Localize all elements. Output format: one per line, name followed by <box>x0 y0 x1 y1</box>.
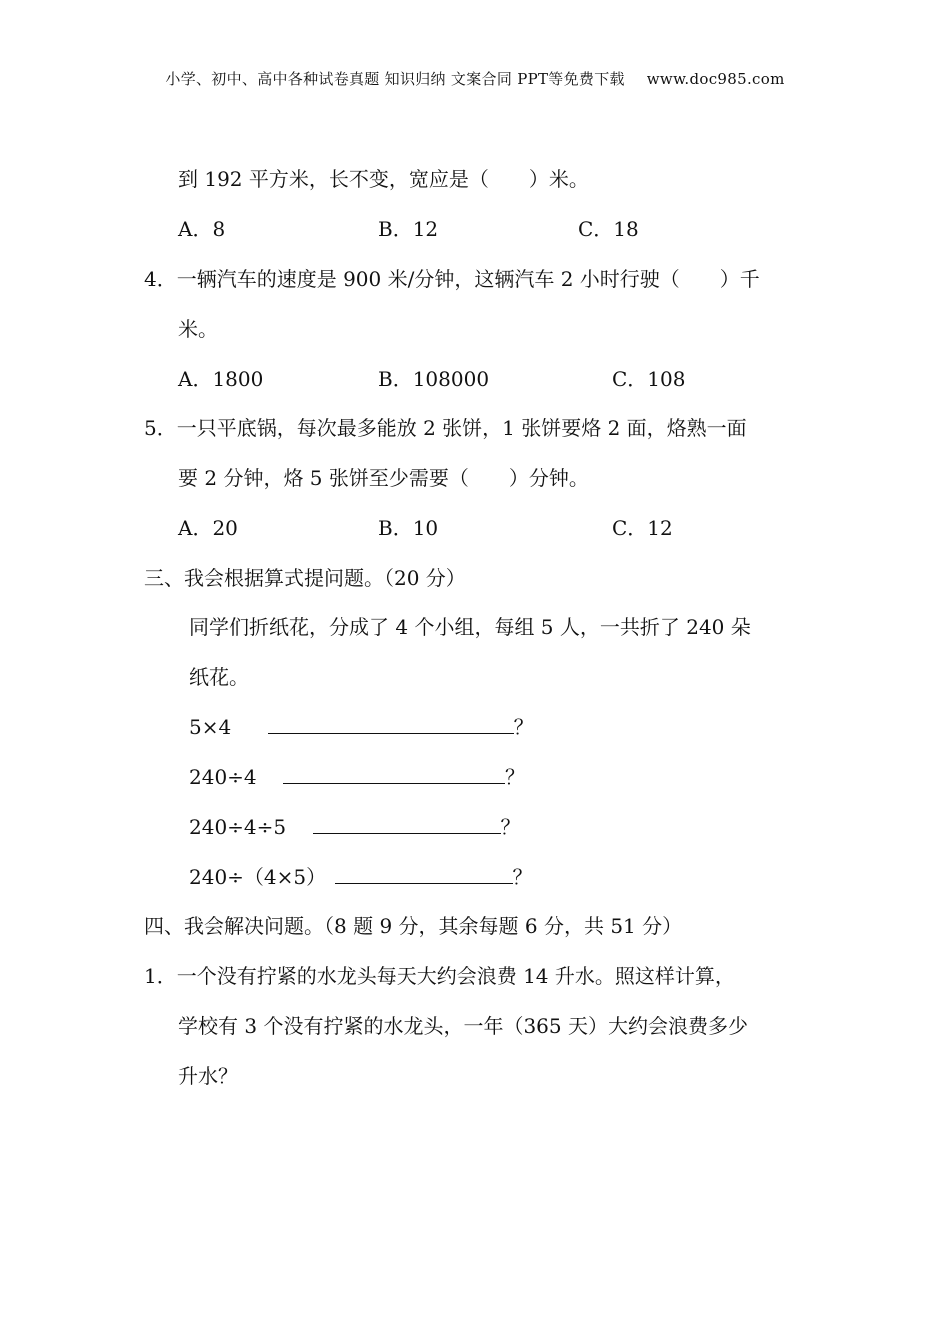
answer-blank[interactable] <box>335 863 513 884</box>
q5-option-c: C．12 <box>612 516 673 540</box>
q3-option-a: A．8 <box>178 217 226 241</box>
q4-line2: 米。 <box>178 317 218 341</box>
q5-line1: 5．一只平底锅，每次最多能放 2 张饼，1 张饼要烙 2 面，烙熟一面 <box>144 416 747 440</box>
q5-option-a: A．20 <box>178 516 238 540</box>
question-mark: ？ <box>512 865 533 889</box>
formula-text: 5×4 <box>189 715 232 739</box>
question-mark: ？ <box>505 765 526 789</box>
question-mark: ？ <box>513 715 534 739</box>
q3-option-b: B．12 <box>378 217 439 241</box>
answer-blank[interactable] <box>313 813 501 834</box>
answer-blank[interactable] <box>283 763 505 784</box>
header-site: www.doc985.com <box>646 70 785 88</box>
section4-q1-line2: 学校有 3 个没有拧紧的水龙头，一年（365 天）大约会浪费多少 <box>178 1014 748 1038</box>
question-mark: ？ <box>500 815 521 839</box>
q3-option-c: C．18 <box>578 217 639 241</box>
answer-blank[interactable] <box>268 713 514 734</box>
section3-problem-line2: 纸花。 <box>189 665 249 689</box>
formula-text: 240÷（4×5） <box>189 865 327 889</box>
section4-q1-line3: 升水？ <box>178 1064 238 1088</box>
formula-row-1 <box>189 711 534 740</box>
section3-problem-line1: 同学们折纸花，分成了 4 个小组，每组 5 人，一共折了 240 朵 <box>189 615 751 639</box>
section3-heading: 三、我会根据算式提问题。（20 分） <box>144 566 466 590</box>
q5-option-b: B．10 <box>378 516 439 540</box>
formula-row-3 <box>189 811 521 840</box>
formula-text: 240÷4÷5 <box>189 815 287 839</box>
q4-option-b: B．108000 <box>378 367 490 391</box>
section4-heading: 四、我会解决问题。（8 题 9 分，其余每题 6 分，共 51 分） <box>144 914 683 938</box>
q3-continuation: 到 192 平方米，长不变，宽应是（ ）米。 <box>178 167 589 191</box>
section4-q1-line1: 1．一个没有拧紧的水龙头每天大约会浪费 14 升水。照这样计算， <box>144 964 735 988</box>
formula-text: 240÷4 <box>189 765 257 789</box>
q4-option-c: C．108 <box>612 367 686 391</box>
page-header <box>0 68 950 89</box>
formula-row-2 <box>189 761 525 790</box>
q4-line1: 4．一辆汽车的速度是 900 米/分钟，这辆汽车 2 小时行驶（ ）千 <box>144 267 760 291</box>
q4-option-a: A．1800 <box>178 367 264 391</box>
header-text: 小学、初中、高中各种试卷真题 知识归纳 文案合同 PPT等免费下载 <box>165 70 625 88</box>
formula-row-4 <box>189 861 533 890</box>
q5-line2: 要 2 分钟，烙 5 张饼至少需要（ ）分钟。 <box>178 466 589 490</box>
